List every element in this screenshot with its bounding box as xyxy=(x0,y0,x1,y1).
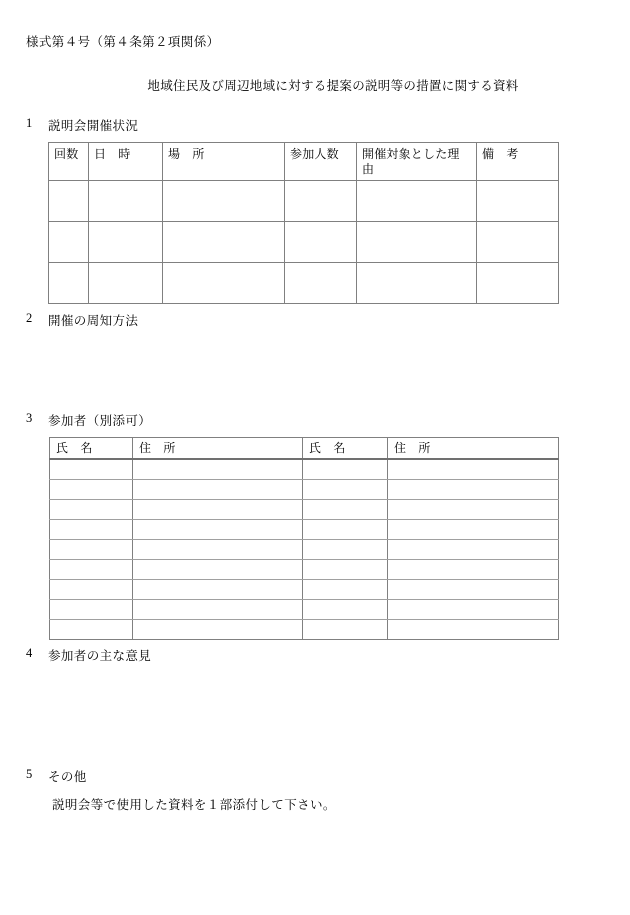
cell-address-2[interactable] xyxy=(388,500,559,520)
cell-name-2[interactable] xyxy=(303,580,388,600)
table-row xyxy=(50,459,559,480)
participants-table xyxy=(49,437,559,640)
cell-address-1[interactable] xyxy=(133,580,303,600)
cell-reason[interactable] xyxy=(357,262,477,303)
cell-address-1[interactable] xyxy=(133,520,303,540)
cell-address-2[interactable] xyxy=(388,459,559,480)
section-heading-5 xyxy=(26,767,87,785)
cell-place[interactable] xyxy=(163,180,285,221)
cell-count[interactable] xyxy=(49,262,89,303)
cell-address-2[interactable] xyxy=(388,560,559,580)
cell-name-2[interactable] xyxy=(303,459,388,480)
cell-datetime[interactable] xyxy=(89,262,163,303)
cell-name-2[interactable] xyxy=(303,500,388,520)
table-row xyxy=(50,520,559,540)
header-reason: 開催対象とした理由 xyxy=(357,143,477,181)
section-number-1: 1 xyxy=(26,116,33,130)
cell-reason[interactable] xyxy=(357,180,477,221)
cell-name-1[interactable] xyxy=(50,459,133,480)
cell-name-2[interactable] xyxy=(303,540,388,560)
cell-place[interactable] xyxy=(163,262,285,303)
cell-name-1[interactable] xyxy=(50,600,133,620)
meetings-table xyxy=(48,142,559,304)
cell-address-2[interactable] xyxy=(388,480,559,500)
form-number: 様式第４号（第４条第２項関係） xyxy=(26,35,220,49)
cell-remarks[interactable] xyxy=(477,262,559,303)
cell-address-1[interactable] xyxy=(133,600,303,620)
cell-address-1[interactable] xyxy=(133,459,303,480)
cell-name-2[interactable] xyxy=(303,600,388,620)
section-heading-2 xyxy=(26,311,138,329)
cell-datetime[interactable] xyxy=(89,180,163,221)
table-row xyxy=(50,500,559,520)
cell-name-1[interactable] xyxy=(50,540,133,560)
section-label-1: 説明会開催状況 xyxy=(48,119,139,133)
table-row xyxy=(50,560,559,580)
table-header-row xyxy=(49,143,559,181)
cell-name-1[interactable] xyxy=(50,480,133,500)
section-number-5: 5 xyxy=(26,767,33,781)
cell-address-2[interactable] xyxy=(388,620,559,640)
cell-name-2[interactable] xyxy=(303,560,388,580)
cell-name-1[interactable] xyxy=(50,520,133,540)
cell-address-1[interactable] xyxy=(133,620,303,640)
header-name-2: 氏 名 xyxy=(303,438,388,460)
section-label-4: 参加者の主な意見 xyxy=(48,649,152,663)
section-label-2: 開催の周知方法 xyxy=(48,314,139,328)
header-name-1: 氏 名 xyxy=(50,438,133,460)
cell-count[interactable] xyxy=(49,221,89,262)
table-row xyxy=(50,580,559,600)
cell-count[interactable] xyxy=(49,180,89,221)
header-count: 回数 xyxy=(49,143,89,181)
header-remarks: 備 考 xyxy=(477,143,559,181)
cell-datetime[interactable] xyxy=(89,221,163,262)
section-heading-4 xyxy=(26,646,151,664)
cell-remarks[interactable] xyxy=(477,221,559,262)
header-place: 場 所 xyxy=(163,143,285,181)
table-row xyxy=(50,480,559,500)
cell-address-1[interactable] xyxy=(133,500,303,520)
table-row xyxy=(50,540,559,560)
table-row xyxy=(49,180,559,221)
table-row xyxy=(50,620,559,640)
section-number-3: 3 xyxy=(26,411,33,425)
section-label-3: 参加者（別添可） xyxy=(48,414,152,428)
cell-remarks[interactable] xyxy=(477,180,559,221)
cell-attendees[interactable] xyxy=(285,180,357,221)
header-attendees: 参加人数 xyxy=(285,143,357,181)
section-heading-3 xyxy=(26,411,151,429)
cell-address-2[interactable] xyxy=(388,600,559,620)
cell-name-1[interactable] xyxy=(50,580,133,600)
cell-name-2[interactable] xyxy=(303,620,388,640)
cell-name-2[interactable] xyxy=(303,480,388,500)
cell-name-1[interactable] xyxy=(50,620,133,640)
cell-place[interactable] xyxy=(163,221,285,262)
cell-name-1[interactable] xyxy=(50,560,133,580)
cell-reason[interactable] xyxy=(357,221,477,262)
table-row xyxy=(49,221,559,262)
cell-address-2[interactable] xyxy=(388,520,559,540)
table-row xyxy=(49,262,559,303)
section-label-5: その他 xyxy=(48,770,87,784)
section-number-4: 4 xyxy=(26,646,33,660)
cell-name-1[interactable] xyxy=(50,500,133,520)
cell-name-2[interactable] xyxy=(303,520,388,540)
cell-attendees[interactable] xyxy=(285,262,357,303)
document-title: 地域住民及び周辺地域に対する提案の説明等の措置に関する資料 xyxy=(147,79,519,93)
table-header-row xyxy=(50,438,559,460)
section-number-2: 2 xyxy=(26,311,33,325)
cell-address-1[interactable] xyxy=(133,480,303,500)
section-heading-1 xyxy=(26,116,138,134)
cell-address-2[interactable] xyxy=(388,580,559,600)
other-note-text: 説明会等で使用した資料を１部添付して下さい。 xyxy=(52,798,336,812)
cell-address-1[interactable] xyxy=(133,560,303,580)
header-address-1: 住 所 xyxy=(133,438,303,460)
cell-address-1[interactable] xyxy=(133,540,303,560)
table-row xyxy=(50,600,559,620)
cell-attendees[interactable] xyxy=(285,221,357,262)
cell-address-2[interactable] xyxy=(388,540,559,560)
header-address-2: 住 所 xyxy=(388,438,559,460)
header-datetime: 日 時 xyxy=(89,143,163,181)
